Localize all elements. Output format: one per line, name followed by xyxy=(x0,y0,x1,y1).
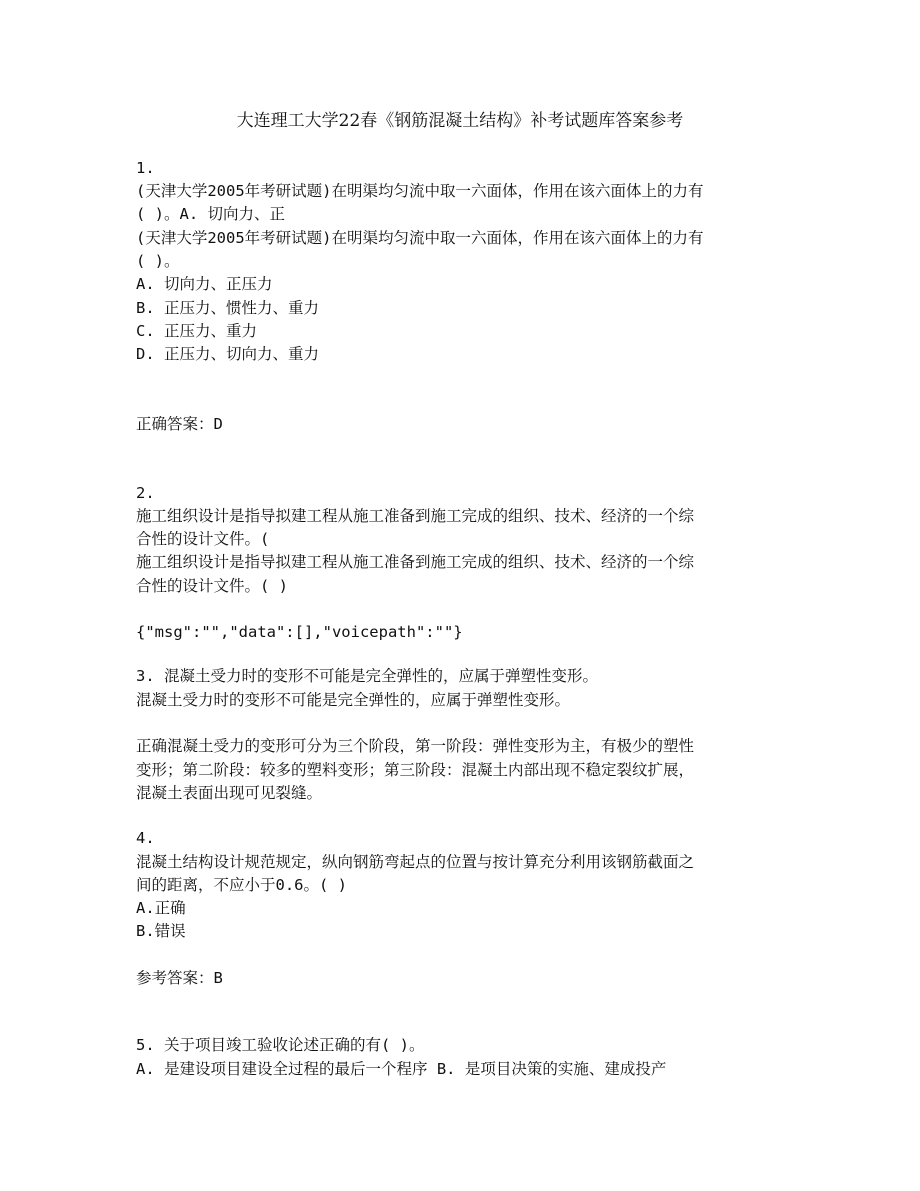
document-title: 大连理工大学22春《钢筋混凝土结构》补考试题库答案参考 xyxy=(236,111,684,131)
question-4-prompt-line-2: 间的距离，不应小于0.6。( ) xyxy=(136,876,347,894)
question-1-option-d: D. 正压力、切向力、重力 xyxy=(136,345,319,363)
question-4-option-a: A.正确 xyxy=(136,899,186,917)
question-5-prompt: 5. 关于项目竣工验收论述正确的有( )。 xyxy=(136,1036,425,1054)
question-1-prompt-line-2: ( )。A. 切向力、正 xyxy=(136,205,285,223)
question-3-explanation-line-3: 混凝土表面出现可见裂缝。 xyxy=(136,784,323,802)
question-5-options: A. 是建设项目建设全过程的最后一个程序 B. 是项目决策的实施、建成投产 xyxy=(136,1060,667,1078)
question-1-prompt-line-1: (天津大学2005年考研试题)在明渠均匀流中取一六面体，作用在该六面体上的力有 xyxy=(136,182,704,200)
question-3-explanation-line-1: 正确混凝土受力的变形可分为三个阶段，第一阶段：弹性变形为主，有极少的塑性 xyxy=(136,737,695,755)
question-1-answer: 正确答案：D xyxy=(136,415,223,433)
question-4-answer: 参考答案：B xyxy=(136,969,223,987)
question-3-prompt: 3. 混凝土受力时的变形不可能是完全弹性的，应属于弹塑性变形。 xyxy=(136,667,598,685)
question-2-number: 2. xyxy=(136,484,155,502)
question-4-prompt-line-1: 混凝土结构设计规范规定，纵向钢筋弯起点的位置与按计算充分利用该钢筋截面之 xyxy=(136,853,695,871)
question-3-repeat: 混凝土受力时的变形不可能是完全弹性的，应属于弹塑性变形。 xyxy=(136,691,571,709)
question-1-repeat-line-1: (天津大学2005年考研试题)在明渠均匀流中取一六面体，作用在该六面体上的力有 xyxy=(136,229,704,247)
question-1-option-a: A. 切向力、正压力 xyxy=(136,275,273,293)
question-1-repeat-line-2: ( )。 xyxy=(136,252,180,270)
question-2-prompt-line-2: 合性的设计文件。( xyxy=(136,530,270,548)
question-2-repeat-line-2: 合性的设计文件。( ) xyxy=(136,577,288,595)
question-1-option-b: B. 正压力、惯性力、重力 xyxy=(136,299,319,317)
question-4-number: 4. xyxy=(136,829,155,847)
question-2-prompt-line-1: 施工组织设计是指导拟建工程从施工准备到施工完成的组织、技术、经济的一个综 xyxy=(136,507,695,525)
question-2-repeat-line-1: 施工组织设计是指导拟建工程从施工准备到施工完成的组织、技术、经济的一个综 xyxy=(136,553,695,571)
question-3-explanation-line-2: 变形；第二阶段：较多的塑料变形；第三阶段：混凝土内部出现不稳定裂纹扩展， xyxy=(136,761,695,779)
question-4-option-b: B.错误 xyxy=(136,922,186,940)
question-1-option-c: C. 正压力、重力 xyxy=(136,322,257,340)
question-1-number: 1. xyxy=(136,159,155,177)
question-2-answer: {"msg":"","data":[],"voicepath":""} xyxy=(136,623,463,641)
